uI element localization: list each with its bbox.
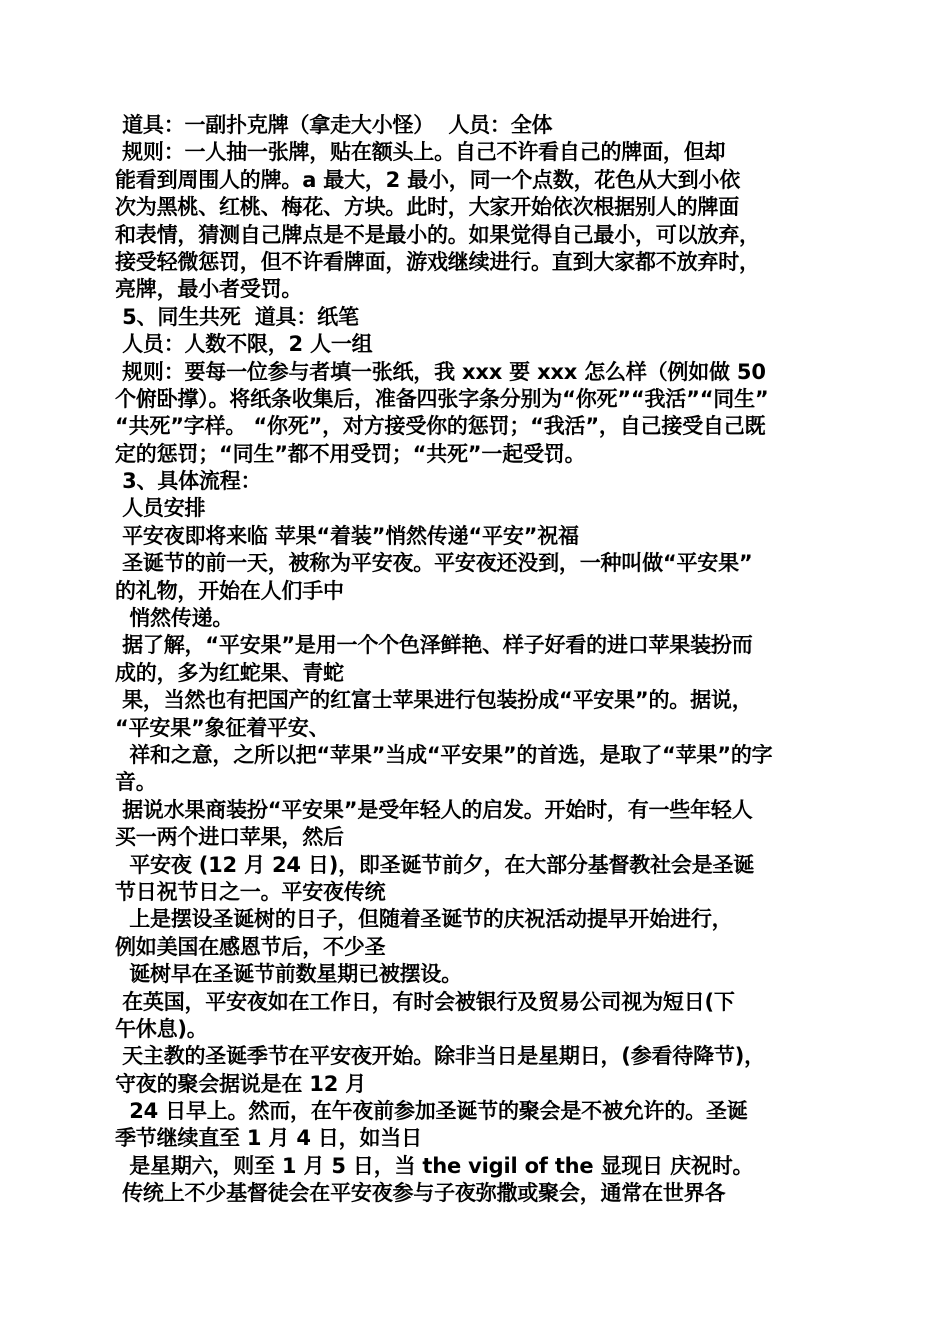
- text-line: 据了解，“平安果”是用一个个色泽鲜艳、样子好看的进口苹果装扮而: [115, 633, 753, 658]
- text-line: 音。: [115, 770, 157, 795]
- text-line: “平安果”象征着平安、: [115, 715, 330, 740]
- text-line: 道具：一副扑克牌（拿走大小怪） 人员：全体: [115, 113, 553, 137]
- section-heading: 3、具体流程：: [115, 469, 262, 494]
- text-line: 买一两个进口苹果，然后: [115, 825, 344, 850]
- text-line: 节日祝节日之一。平安夜传统: [115, 879, 386, 904]
- text-line: 规则：一人抽一张牌，贴在额头上。自己不许看自己的牌面，但却: [115, 140, 726, 165]
- text-line: 平安夜即将来临 苹果“着装”悄然传递“平安”祝福: [115, 523, 579, 548]
- text-line: 果，当然也有把国产的红富士苹果进行包装扮成“平安果”的。据说，: [115, 688, 753, 713]
- text-line: 在英国，平安夜如在工作日，有时会被银行及贸易公司视为短日(下: [115, 989, 735, 1014]
- document-page: [115, 112, 845, 1208]
- text-line: “共死”字样。 “你死”，对方接受你的惩罚；“我活”，自己接受自己既: [115, 414, 766, 439]
- text-line: 祥和之意，之所以把“苹果”当成“平安果”的首选，是取了“苹果”的字: [115, 742, 773, 767]
- text-line: 亮牌，最小者受罚。: [115, 277, 303, 302]
- text-line: 上是摆设圣诞树的日子，但随着圣诞节的庆祝活动提早开始进行，: [115, 907, 733, 932]
- section-heading: 5、同生共死 道具：纸笔: [115, 304, 359, 329]
- text-line: 据说水果商装扮“平安果”是受年轻人的启发。开始时，有一些年轻人: [115, 797, 753, 822]
- text-line: 人员安排: [115, 496, 206, 521]
- text-line: 圣诞节的前一天，被称为平安夜。平安夜还没到，一种叫做“平安果”: [115, 551, 753, 576]
- text-line: 诞树早在圣诞节前数星期已被摆设。: [115, 962, 463, 987]
- text-line: 24 日早上。然而，在午夜前参加圣诞节的聚会是不被允许的。圣诞: [115, 1099, 748, 1124]
- text-line: 季节继续直至 1 月 4 日，如当日: [115, 1126, 422, 1151]
- text-line: 传统上不少基督徒会在平安夜参与子夜弥撒或聚会，通常在世界各: [115, 1181, 726, 1206]
- text-line: 规则：要每一位参与者填一张纸，我 xxx 要 xxx 怎么样（例如做 50: [115, 359, 766, 384]
- text-line: 人员：人数不限，2 人一组: [115, 332, 373, 357]
- text-line: 接受轻微惩罚，但不许看牌面，游戏继续进行。直到大家都不放弃时，: [115, 249, 760, 274]
- text-line: 能看到周围人的牌。a 最大，2 最小，同一个点数，花色从大到小依: [115, 167, 741, 192]
- text-line: 悄然传递。: [115, 606, 234, 631]
- text-line: 守夜的聚会据说是在 12 月: [115, 1071, 367, 1096]
- text-line: 天主教的圣诞季节在平安夜开始。除非当日是星期日，(参看待降节)，: [115, 1044, 765, 1069]
- text-line: 定的惩罚；“同生”都不用受罚；“共死”一起受罚。: [115, 441, 586, 466]
- text-line: 成的，多为红蛇果、青蛇: [115, 660, 344, 685]
- text-line: 的礼物，开始在人们手中: [115, 578, 344, 603]
- text-line: 次为黑桃、红桃、梅花、方块。此时，大家开始依次根据别人的牌面: [115, 195, 739, 220]
- text-line: 个俯卧撑）。将纸条收集后，准备四张字条分别为“你死”“我活”“同生”: [115, 386, 769, 411]
- text-line: 例如美国在感恩节后，不少圣: [115, 934, 386, 959]
- text-line: 和表情，猜测自己牌点是不是最小的。如果觉得自己最小，可以放弃，: [115, 222, 760, 247]
- text-line: 平安夜 (12 月 24 日)，即圣诞节前夕，在大部分基督教社会是圣诞: [115, 852, 755, 877]
- text-line: 午休息)。: [115, 1016, 208, 1041]
- text-line: 是星期六，则至 1 月 5 日，当 the vigil of the 显现日 庆祝时。: [115, 1153, 754, 1178]
